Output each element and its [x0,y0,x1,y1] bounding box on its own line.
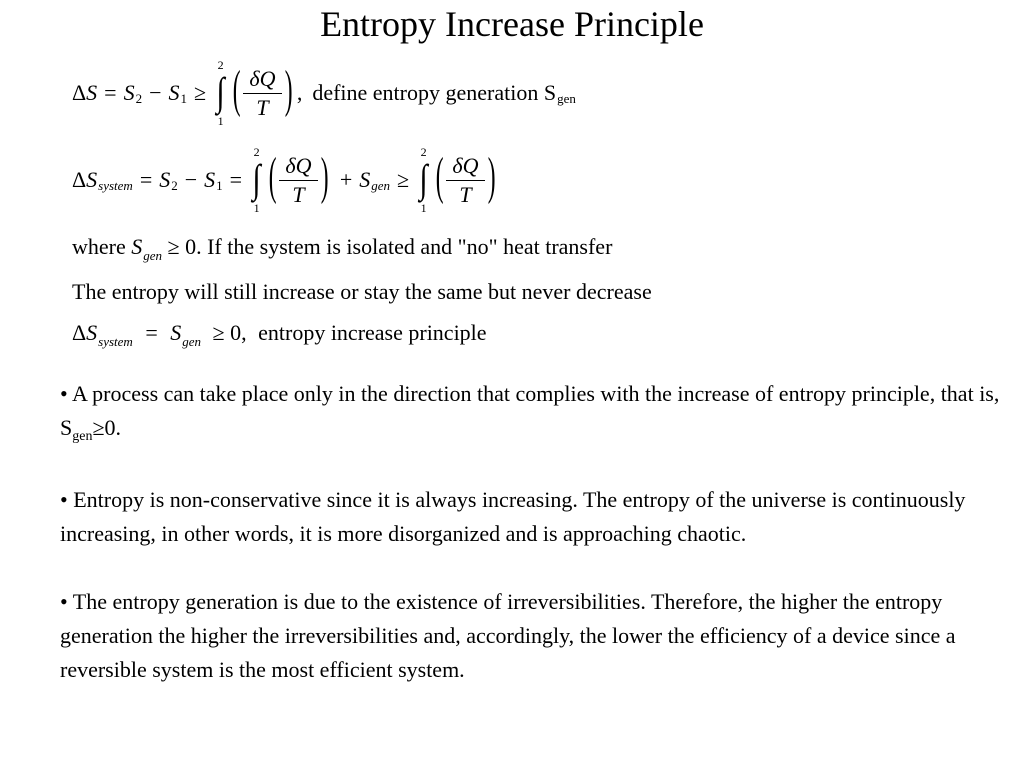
symbol-s: S [86,320,98,345]
entropy-never-decrease-line: The entropy will still increase or stay the same but never decrease [72,279,652,304]
subscript-gen: gen [182,334,202,349]
equals-sign: = [139,167,153,192]
minus-sign: − [149,80,162,105]
subscript-2: 2 [171,178,178,193]
plus-sign: + [339,167,353,192]
fraction [243,65,281,122]
minus-sign: − [184,167,198,192]
bullet-3: • The entropy generation is due to the existence of irreversibilities. Therefore, the higher the entropy generation the higher the irreversibilities and, accordingly, the lower the efficiency of a device since a reversible system is the most efficient system. [60,589,956,682]
isolated-text: ≥ 0. If the system is isolated and "no" heat transfer [167,234,613,259]
where-line [72,233,612,264]
fraction-denominator: T [256,94,269,120]
integral-lower-limit: 1 [253,201,260,215]
left-paren: ( [232,61,241,118]
equation-increase-principle [72,319,487,350]
subscript-1: 1 [180,91,187,106]
fraction-numerator: δQ [446,152,484,181]
bullet-1-end: ≥0. [92,415,122,440]
integral-upper-limit: 2 [253,145,260,159]
delta-symbol: Δ [72,167,87,192]
fraction-denominator: T [292,181,305,207]
symbol-sgen: S [359,167,371,192]
integral-sign: ∫ [252,156,261,201]
subscript-1: 1 [216,178,223,193]
equals-sign: = [145,320,158,345]
right-paren: ) [487,148,496,205]
fraction-numerator: δQ [243,65,281,94]
symbol-s1: S [204,167,216,192]
equals-sign-2: = [229,167,243,192]
fraction-numerator: δQ [279,152,317,181]
symbol-s: S [86,167,98,192]
symbol-s: S [86,80,98,105]
geq-sign: ≥ [397,167,410,192]
geq-zero: ≥ 0, [212,320,247,345]
integral [215,58,226,128]
subscript-gen: gen [371,178,391,193]
integral [251,145,262,215]
integral-2 [418,145,429,215]
where-text: where [72,234,126,259]
subscript-gen: gen [143,248,163,263]
fraction [279,152,317,209]
fraction-denominator: T [459,181,472,207]
equation-entropy-change [72,58,576,128]
right-paren: ) [284,61,293,118]
integral-sign: ∫ [419,156,428,201]
symbol-sgen: S [131,234,143,259]
bullet-list [60,377,1004,721]
bullet-1-text: • A process can take place only in the direction that complies with the increase of entropy principle, that is, S [60,381,1000,440]
integral-lower-limit: 1 [217,114,224,128]
delta-symbol: Δ [72,80,87,105]
bullet-1 [60,377,1004,449]
symbol-s1: S [168,80,180,105]
delta-symbol: Δ [72,320,87,345]
fraction-2 [446,152,484,209]
slide-title: Entropy Increase Principle [320,4,704,44]
left-paren: ( [435,148,444,205]
comma: , [296,80,303,105]
equation-system-entropy [72,145,500,215]
subscript-system: system [98,334,133,349]
define-entropy-text: define entropy generation S [312,80,557,105]
symbol-s2: S [123,80,135,105]
integral-upper-limit: 2 [420,145,427,159]
integral-sign: ∫ [216,69,225,114]
equals-sign: = [104,80,117,105]
left-paren: ( [268,148,277,205]
geq-sign: ≥ [194,80,207,105]
bullet-2: • Entropy is non-conservative since it is always increasing. The entropy of the universe is continuously increasing, in other words, it is more disorganized and is approaching chaotic. [60,487,966,546]
symbol-sgen: S [170,320,182,345]
symbol-s2: S [159,167,171,192]
bullet-1-subscript: gen [72,429,93,444]
principle-text: entropy increase principle [258,320,487,345]
right-paren: ) [320,148,329,205]
subscript-2: 2 [135,91,143,106]
integral-upper-limit: 2 [217,58,224,72]
gen-subscript: gen [557,91,576,106]
subscript-system: system [98,178,133,193]
integral-lower-limit: 1 [420,201,427,215]
